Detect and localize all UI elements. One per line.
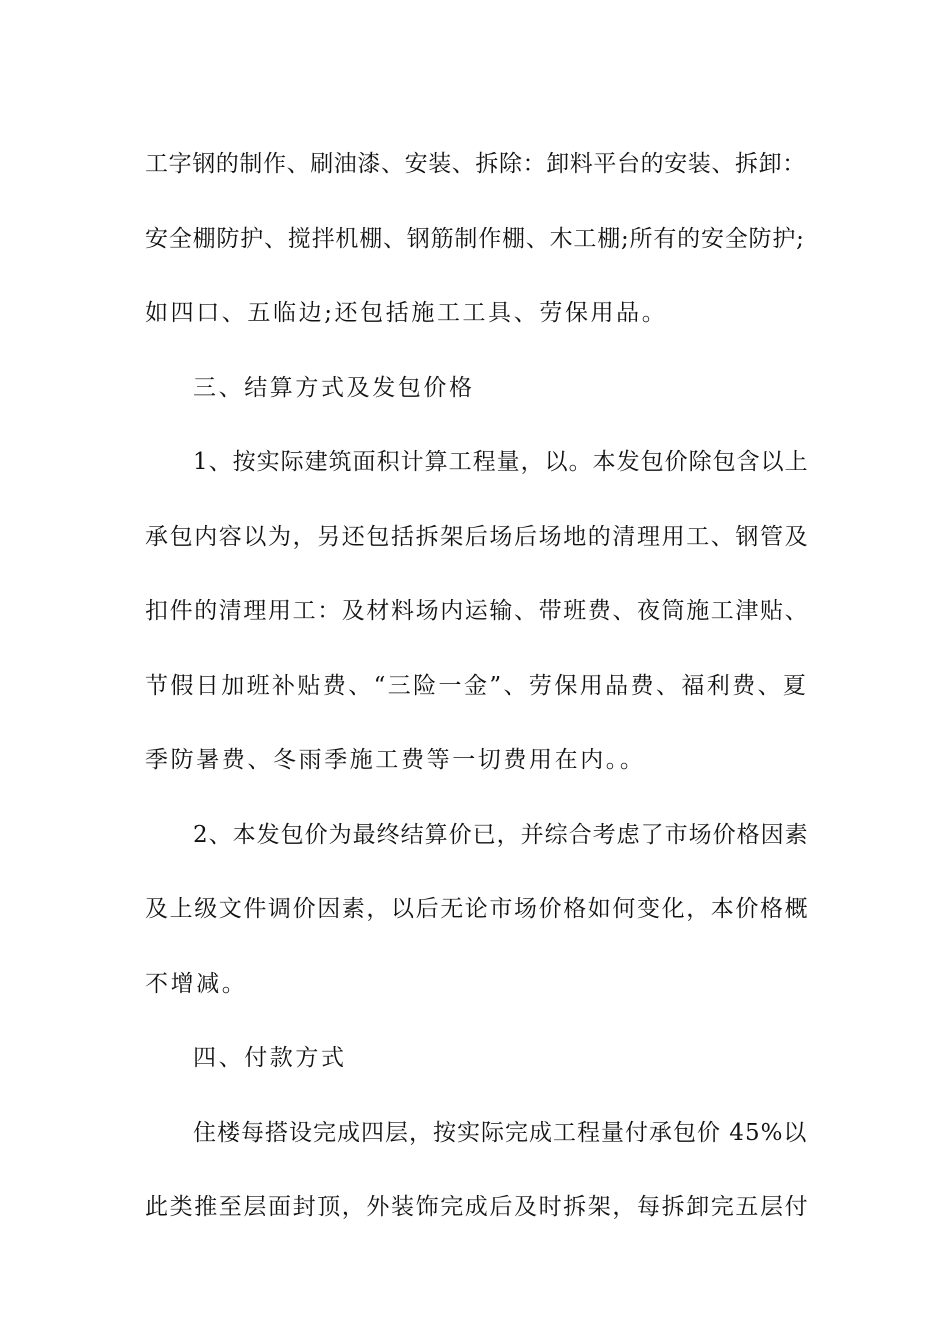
text-line: 节假日加班补贴费、“三险一金”、劳保用品费、福利费、夏 <box>145 672 809 699</box>
text-line: 2、本发包价为最终结算价已，并综合考虑了市场价格因素 <box>193 821 809 848</box>
text-line: 住楼每搭设完成四层，按实际完成工程量付承包价 45%以 <box>193 1119 808 1146</box>
heading-text: 四、付款方式 <box>193 1045 347 1071</box>
document-body <box>145 127 810 1245</box>
paragraph-payment-terms <box>145 1096 810 1245</box>
text-line: 如四口、五临边;还包括施工工具、劳保用品。 <box>145 300 668 326</box>
section-heading-payment <box>145 1021 810 1096</box>
text-line: 工字钢的制作、刷油漆、安装、拆除：卸料平台的安装、拆卸： <box>145 151 806 177</box>
section-heading-settlement <box>145 351 810 426</box>
text-line: 季防暑费、冬雨季施工费等一切费用在内。。 <box>145 747 646 773</box>
text-line: 扣件的清理用工：及材料场内运输、带班费、夜筒施工津贴、 <box>145 598 810 624</box>
paragraph-safety-scope <box>145 127 810 351</box>
text-line: 及上级文件调价因素，以后无论市场价格如何变化，本价格概 <box>145 896 810 922</box>
text-line: 1、按实际建筑面积计算工程量，以。本发包价除包含以上 <box>193 449 809 475</box>
text-line: 不增减。 <box>145 970 248 997</box>
text-line: 安全棚防护、搅拌机棚、钢筋制作棚、木工棚;所有的安全防护; <box>145 225 805 252</box>
paragraph-item-2 <box>145 798 810 1022</box>
text-line: 此类推至层面封顶，外装饰完成后及时拆架，每拆卸完五层付 <box>145 1194 810 1220</box>
heading-text: 三、结算方式及发包价格 <box>193 374 475 401</box>
paragraph-item-1 <box>145 425 810 798</box>
text-line: 承包内容以为，另还包括拆架后场后场地的清理用工、钢管及 <box>145 523 810 550</box>
